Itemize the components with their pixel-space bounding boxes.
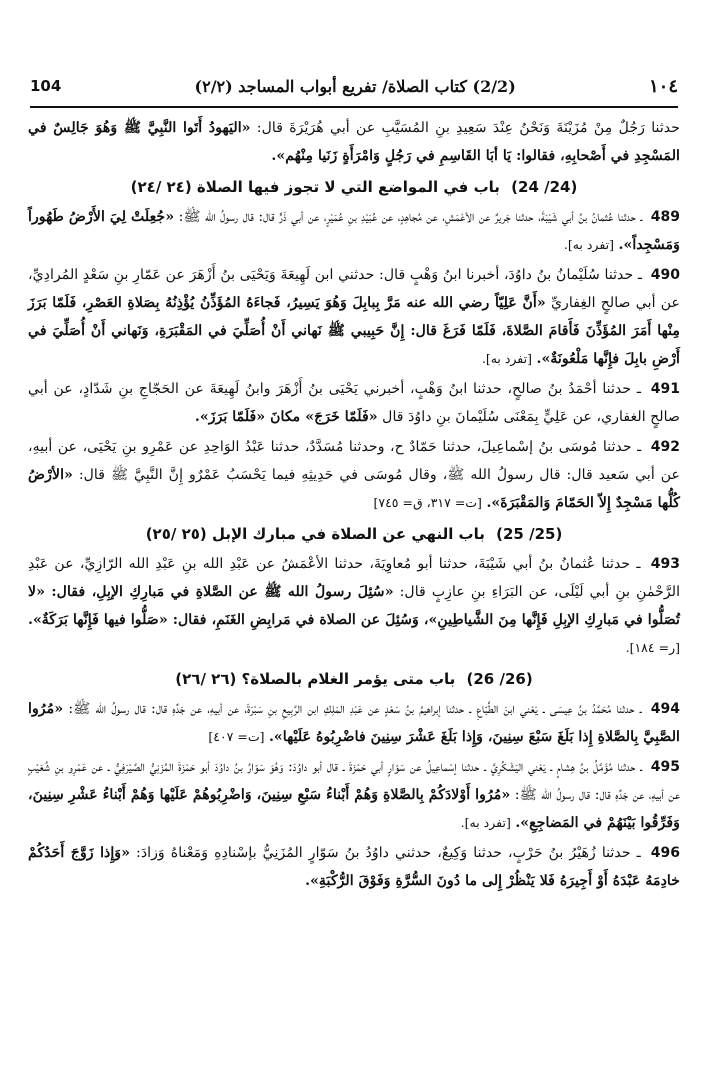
hadith-text: ـ حدثنا مُوسَى بنُ إسْماعِيلَ، حدثنا حَمّادٌ ح، وحدثنا مُسَدَّدٌ، حدثنا عَبْدُ الوَاحِدِ عن عَمْرِو بنِ يَحْيَى، عن أبيهِ، عن أبي سَعيد قال: قال رسولُ الله ﷺ، وقال مُوسَى في حَدِيثِهِ فيما يَحْسَبُ عَمْرٌو إِنَّ النَّبِيَّ ﷺ قال:	[28, 439, 680, 483]
hadith-text: ـ حدثنا عُثمانُ بنُ أبي شَيْبَةَ، حدثنا جَريرٌ عن الأعْمَشِ، عن مُجاهِدٍ، عن عُبَيْدِ بنِ عُمَيْرٍ، عن أبي ذَرٍّ قال: قال رسولُ الله ﷺ:	[174, 209, 643, 225]
cross-reference: [تفرد به].	[460, 815, 511, 830]
cross-reference: [ت= ٤٠٧]	[208, 729, 265, 744]
chapter-number: (25 /25)	[496, 525, 563, 543]
hadith-text: ـ حدثنا مُحَمَّدُ بنُ عِيسَى ـ يَعْني ابنَ الطَّبّاعِ ـ حدثنا إبراهيمُ بنُ سَعْدٍ عن عَبْدِ المَلِكِ ابن الرَّبِيعِ بنِ سَبْرَةَ، عن أبيهِ، عن جَدِّهِ قال: قال رسولُ الله ﷺ:	[63, 701, 642, 717]
hadith-number: 489	[650, 209, 680, 225]
hadith-text: ـ حدثنا زُهَيْرُ بنُ حَرْبٍ، حدثنا وَكِيعٌ، حدثني داوُدُ بنُ سَوّارٍ المُزَنِيُّ بإسْنادِهِ وَمَعْناهُ وَزادَ:	[130, 845, 641, 861]
chapter-number: (24 /24)	[511, 178, 578, 196]
chapter-heading	[28, 520, 680, 548]
prophetic-quote: «فَلَمّا خَرَجَ» مكانَ «فَلَمّا بَرَزَ».	[194, 409, 378, 425]
hadith-text: ـ حدثنا مُؤَمَّلُ بنُ هِشامٍ ـ يَعْني اليَشْكُرِيَّ ـ حدثنا إسْماعِيلُ عن سَوّارٍ أبي حَمْزَةَ ـ قال أبو داوُدَ: وَهُوَ سَوّارُ بنُ داوُدَ أبو حَمْزَةَ المُزَنِيُّ الصَّيْرَفِيُّ ـ عن عَمْرِو بنِ شُعَيْبٍ عن أبيهِ، عن جَدِّهِ قال: قال رسولُ الله ﷺ:	[28, 759, 680, 803]
page-body	[28, 114, 680, 897]
hadith-number: 495	[650, 759, 680, 775]
chapter-heading	[28, 665, 680, 693]
hadith-text: ـ حدثنا سُلَيْمانُ بنُ داوُدَ، أخبرنا ابنُ وَهْبٍ قال: حدثني ابن لَهِيعَةَ وَيَحْيَى بنُ أَزْهَرَ عن عَمّارِ بنِ سَعْدٍ المُرادِيِّ، عن أبي صالحٍ الغِفاريِّ	[28, 267, 681, 311]
cross-reference: [تفرد به].	[563, 237, 615, 252]
hadith-text: حدثنا رَجُلٌ مِنْ مُزَيْنَةَ وَنَحْنُ عِنْدَ سَعِيدِ بنِ المُسَيَّبِ عن أبي هُرَيْرَةَ قال:	[250, 120, 680, 136]
page-number-arabic: ١٠٤	[648, 75, 678, 97]
prophetic-quote: «مُرُوا الصَّبِيَّ بِالصَّلاةِ إِذا بَلَغَ سَبْعَ سِنِينَ، وَإِذا بَلَغَ عَشْرَ سِنِينَ فاضْرِبُوهُ عَلَيْها».	[28, 701, 680, 745]
hadith-number: 496	[650, 845, 681, 861]
cross-reference: [تفرد به].	[481, 351, 532, 366]
hadith-number: 491	[650, 381, 680, 397]
running-header	[30, 66, 678, 108]
hadith-text: ـ حدثنا عُثمانُ بنُ أبي شَيْبَةَ، حدثنا أبو مُعاوِيَةَ، حدثنا الأعْمَشُ عن عَبْدِ الله بنِ عَبْدِ الله الرّازِيِّ، عن عَبْدِ الرَّحْمٰنِ بنِ أبي لَيْلَى، عن البَرَاءِ بنِ عازِبٍ قال:	[28, 556, 681, 600]
prophetic-quote: «جُعِلَتْ لِيَ الأَرْضُ طَهُوراً وَمَسْجِداً».	[28, 209, 680, 253]
hadith-495	[28, 753, 680, 837]
prophetic-quote: «مُرُوا أَوْلادَكُمْ بِالصَّلاةِ وَهُمْ أَبْناءُ سَبْعِ سِنِينَ، وَاضْرِبُوهُمْ عَلَيْها وَهُمْ أَبْناءُ عَشْرِ سِنِينَ، وَفَرِّقُوا بَيْنَهُمْ في المَضاجِعِ».	[28, 787, 680, 831]
hadith-number: 494	[650, 701, 681, 717]
hadith-492	[28, 433, 680, 517]
hadith-text: ـ حدثنا أحْمَدُ بنُ صالحٍ، حدثنا ابنُ وَهْبٍ، أخبرني يَحْيَى بنُ أَزْهَرَ وابنُ لَهِيعَةَ عن الحَجّاجِ بنِ شَدّادٍ، عن أبي صالحٍ الغفاري، عن عَلِيٍّ بِمَعْنَى سُلَيْمانَ بنِ داوُدَ قال	[28, 381, 680, 425]
page-number-latin: 104	[30, 77, 62, 95]
chapter-number: (26 /26)	[466, 670, 533, 688]
hadith-number: 493	[650, 556, 680, 572]
hadith-489	[28, 203, 680, 259]
cross-reference: [ت= ٣١٧، ق= ٧٤٥]	[373, 495, 482, 510]
prophetic-quote: «الأرْضُ كُلُّها مَسْجِدٌ إِلاّ الحَمّامَ وَالمَقْبَرَةَ».	[28, 467, 680, 511]
chapter-title: باب متى يؤمر الغلام بالصلاة؟ (٢٦ /٢٦)	[175, 670, 456, 688]
chapter-heading	[28, 173, 680, 201]
prophetic-quote: «وَإِذا زَوَّجَ أَحَدُكُمْ خادِمَهُ عَبْدَهُ أَوْ أَجِيرَهُ فَلا يَنْظُرْ إِلى ما دُونَ السُّرَّةِ وَفَوْقَ الرُّكْبَةِ».	[28, 845, 680, 889]
chapter-title: باب في المواضع التي لا تجوز فيها الصلاة (٢٤ /٢٤)	[130, 178, 500, 196]
chapter-title: باب النهي عن الصلاة في مبارك الإبل (٢٥ /٢٥)	[145, 525, 485, 543]
hadith-491	[28, 375, 680, 431]
prophetic-quote: «اليَهودُ أَتَوا النَّبِيَّ ﷺ وَهُوَ جَالِسٌ في المَسْجِدِ في أَصْحابِهِ، فقالوا: يَا أبَا القَاسِمِ في رَجُلٍ وَامْرَأَةٍ زَنَيا مِنْهُم».	[28, 120, 680, 164]
running-title: (2/2) كتاب الصلاة/ تفريع أبواب المساجد (٢/٢)	[194, 76, 516, 96]
hadith-493	[28, 550, 680, 662]
hadith-continuation	[28, 114, 680, 170]
hadith-number: 492	[650, 439, 680, 455]
cross-reference: [ر= ١٨٤].	[625, 640, 680, 655]
hadith-number: 490	[650, 267, 680, 283]
hadith-494	[28, 695, 680, 751]
prophetic-quote: «سُئِلَ رسولُ الله ﷺ عن الصَّلاةِ في مَبارِكِ الإبِلِ، فقال: «لا تُصَلُّوا في مَبارِكِ الإبِلِ فَإِنَّها مِنَ الشَّياطِينِ»، وَسُئِلَ عن الصلاة في مَرابِضِ الغَنَمِ، فقال: «صَلُّوا فيها فَإِنَّها بَرَكَةٌ».	[28, 584, 680, 628]
prophetic-quote: «أَنَّ عَلِيّاً رضي الله عنه مَرَّ بِبابِلَ وَهُوَ يَسِيرُ، فَجاءَهُ المُؤَذِّنُ يُؤْذِنُهُ بِصَلاةِ العَصْرِ، فَلَمّا بَرَزَ مِنْها أَمَرَ المُؤَذِّنَ فَأَقامَ الصَّلاةَ، فَلَمّا فَرَغَ قال: إِنَّ حَبِيبي ﷺ نَهاني أَنْ أُصَلِّيَ في المَقْبَرَةِ، وَنَهاني أَنْ أُصَلِّيَ في أَرْضِ بابِلَ فإِنَّها مَلْعُونَةٌ».	[28, 295, 680, 367]
hadith-490	[28, 261, 680, 373]
hadith-496	[28, 839, 680, 895]
